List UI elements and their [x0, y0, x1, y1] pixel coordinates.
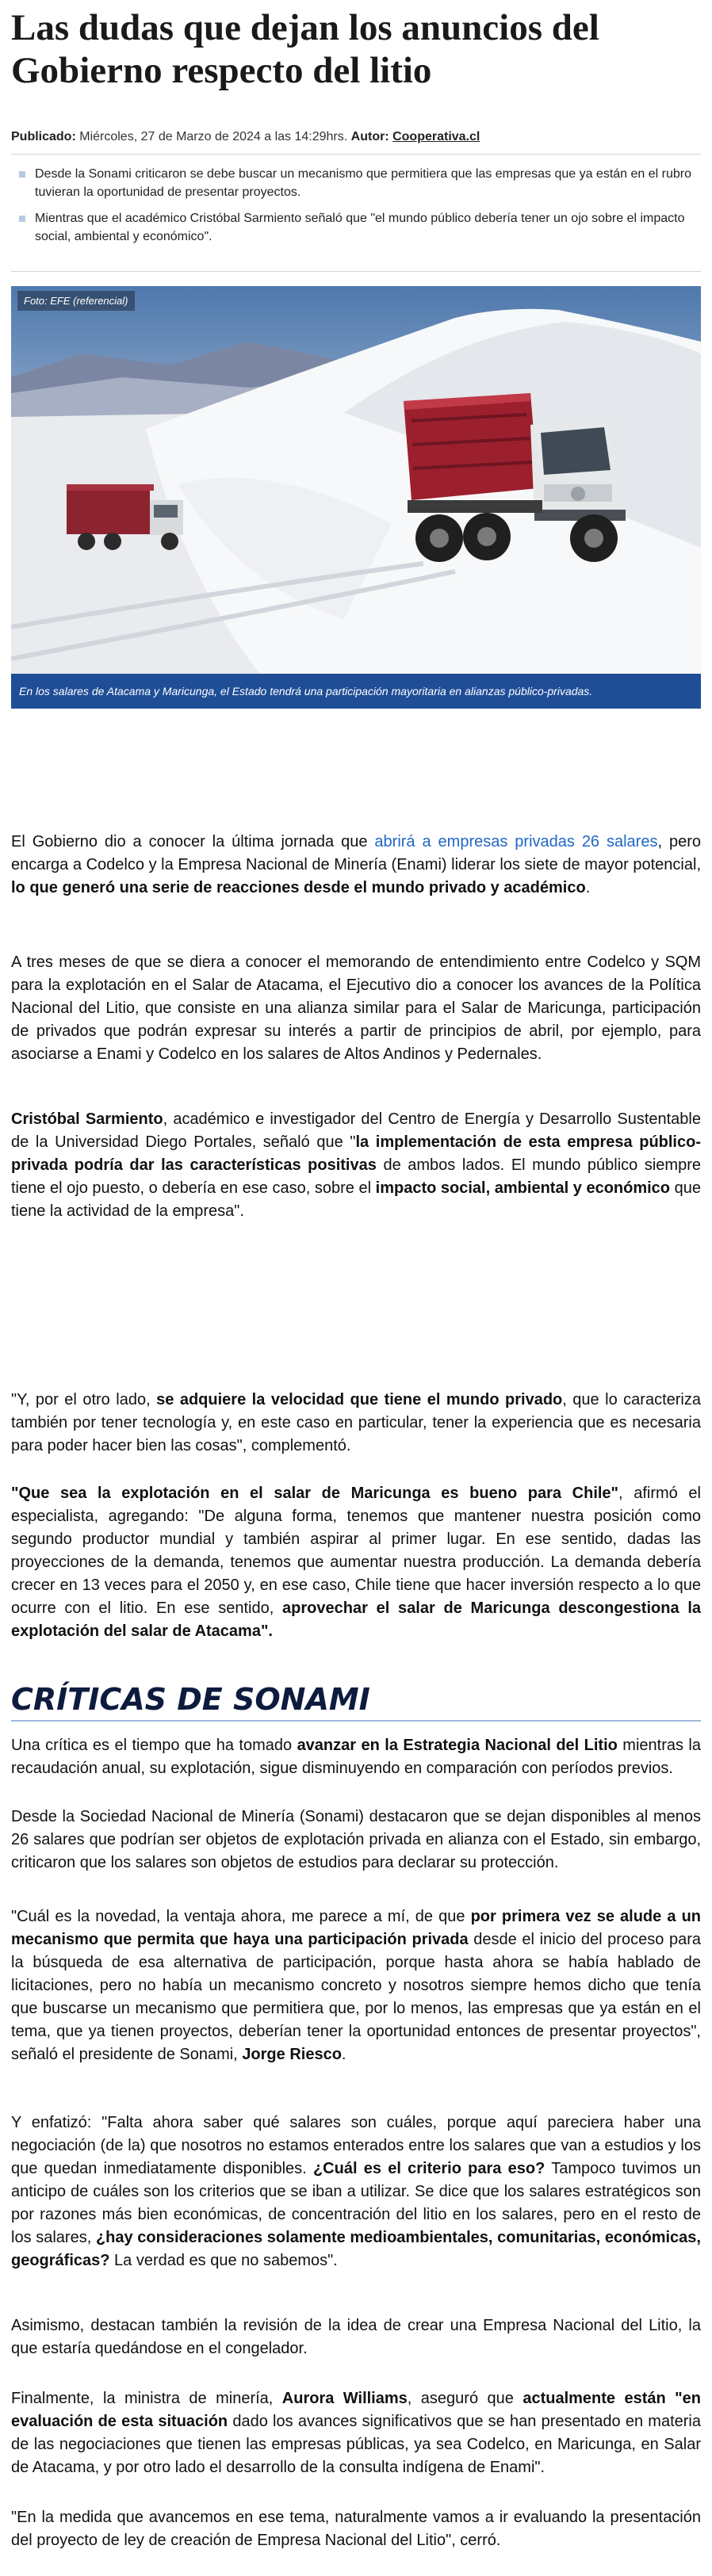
photo-caption: En los salares de Atacama y Maricunga, el Estado tendrá una participación mayoritaria en alianzas público-privadas.: [11, 674, 701, 709]
published-label: Publicado:: [11, 130, 76, 143]
summary-bullets: [11, 165, 701, 254]
paragraph-4: "Y, por el otro lado, se adquiere la velocidad que tiene el mundo privado, que lo caracteriza también por tener tecnología y, en este caso en particular, tener la experiencia que es necesaria para poder hacer bien las cosas", complementó.: [11, 1391, 701, 1454]
article-headline: Las dudas que dejan los anuncios del Gobierno respecto del litio: [11, 7, 599, 91]
summary-bullet-text: Mientras que el académico Cristóbal Sarmiento señaló que "el mundo público debería tener un ojo sobre el impacto social, ambiental y económico".: [35, 212, 685, 243]
paragraph-1: El Gobierno dio a conocer la última jornada que abrirá a empresas privadas 26 salares, pero encarga a Codelco y la Empresa Nacional de Minería (Enami) liderar los siete de mayor potencial, lo que generó una serie de reacciones desde el mundo privado y académico.: [11, 833, 701, 896]
summary-bullet-text: Desde la Sonami criticaron se debe buscar un mecanismo que permitiera que las empresas que ya están en el rubro tuvieran la oportunidad de presentar proyectos.: [35, 167, 691, 199]
paragraph-5: "Que sea la explotación en el salar de Maricunga es bueno para Chile", afirmó el especialista, agregando: "De alguna forma, tenemos que mantener nuestra posición como segundo productor mundial y también aspirar al primer lugar. En ese sentido, dadas las proyecciones de la demanda, tenemos que aumentar nuestra producción. La demanda debería crecer en 13 veces para el 2050 y, en ese caso, Chile tiene que hacer inversión respecto a lo que ocurre con el litio. En ese sentido, aprovechar el salar de Maricunga descongestiona la explotación del salar de Atacama".: [11, 1485, 701, 1640]
photo-credit: Foto: EFE (referencial): [17, 291, 135, 311]
summary-bullet: [11, 165, 701, 201]
paragraph-6: Una crítica es el tiempo que ha tomado avanzar en la Estrategia Nacional del Litio mientras la recaudación anual, su explotación, sigue disminuyendo en comparación con períodos previos.: [11, 1737, 701, 1777]
paragraph-10: Asimismo, destacan también la revisión de la idea de crear una Empresa Nacional del Litio, la que estaría quedándose en el congelador.: [11, 2317, 701, 2357]
paragraph-12: "En la medida que avancemos en ese tema, naturalmente vamos a ir evaluando la presentación del proyecto de ley de creación de Empresa Nacional del Litio", cerró.: [11, 2509, 701, 2549]
author-link[interactable]: Cooperativa.cl: [392, 130, 480, 143]
paragraph-8: "Cuál es la novedad, la ventaja ahora, me parece a mí, de que por primera vez se alude a un mecanismo que permita que haya una participación privada desde el inicio del proceso para la búsqueda de esa alternativa de participación, porque hasta ahora se había hablado de licitaciones, pero no había un mecanismo concreto y nosotros siempre hemos dicho que tenía que buscarse un mecanismo que permitiera que, por lo menos, las empresas que ya están en el tema, que ya tienen proyectos, deberían tener la oportunidad entonces de presentar proyectos", señaló el presidente de Sonami, Jorge Riesco.: [11, 1908, 701, 2063]
bullets-divider: [11, 271, 701, 272]
paragraph-9: Y enfatizó: "Falta ahora saber qué salares son cuáles, porque aquí pareciera haber una negociación (de la) que nosotros no estamos enterados entre los salares que van a estudios y los que quedan inmediatamente disponibles. ¿Cuál es el criterio para eso? Tampoco tuvimos un anticipo de cuáles son los criterios que se iban a utilizar. Se dice que los salares estratégicos son por razones más bien económicas, de concentración del litio en los salares, pero en el resto de los salares, ¿hay consideraciones solamente medioambientales, comunitarias, económicas, geográficas? La verdad es que no sabemos".: [11, 2114, 701, 2269]
summary-bullet: [11, 209, 701, 246]
salt-flat-trucks-illustration: [11, 286, 701, 690]
paragraph-2: A tres meses de que se diera a conocer el memorando de entendimiento entre Codelco y SQM para la explotación en el Salar de Atacama, el Ejecutivo dio a conocer los avances de la Política Nacional del Litio, que consiste en una alianza similar para el Salar de Maricunga, participación de privados que podrán expresar su interés a partir de principios de abril, por ejemplo, para asociarse a Enami y Codelco en los salares de Altos Andinos y Pedernales.: [11, 954, 701, 1063]
article-byline: [11, 128, 701, 146]
published-date: Miércoles, 27 de Marzo de 2024 a las 14:29hrs.: [79, 130, 348, 143]
salares-link[interactable]: abrirá a empresas privadas 26 salares: [374, 833, 658, 850]
section-heading: CRÍTICAS DE SONAMI: [11, 1680, 701, 1722]
article-photo: [11, 286, 701, 690]
byline-divider: [11, 154, 701, 155]
bullet-square-icon: [19, 216, 25, 222]
paragraph-7: Desde la Sociedad Nacional de Minería (Sonami) destacaron que se dejan disponibles al menos 26 salares que podrían ser objetos de explotación privada en alianza con el Estado, sin embargo, criticaron que los salares son objetos de estudios para declarar su protección.: [11, 1808, 701, 1871]
paragraph-3: Cristóbal Sarmiento, académico e investigador del Centro de Energía y Desarrollo Sustentable de la Universidad Diego Portales, señaló que "la implementación de esta empresa público-privada podría dar las características positivas de ambos lados. El mundo público siempre tiene el ojo puesto, o debería en ese caso, sobre el impacto social, ambiental y económico que tiene la actividad de la empresa".: [11, 1110, 701, 1220]
bullet-square-icon: [19, 171, 25, 178]
paragraph-11: Finalmente, la ministra de minería, Aurora Williams, aseguró que actualmente están "en evaluación de esta situación dado los avances significativos que se han presentado en materia de las negociaciones que tienen las empresas públicas, ya sea Codelco, en Maricunga, en Salar de Atacama, y por otro lado el desarrollo de la consulta indígena de Enami".: [11, 2390, 701, 2476]
author-label: Autor:: [350, 130, 389, 143]
